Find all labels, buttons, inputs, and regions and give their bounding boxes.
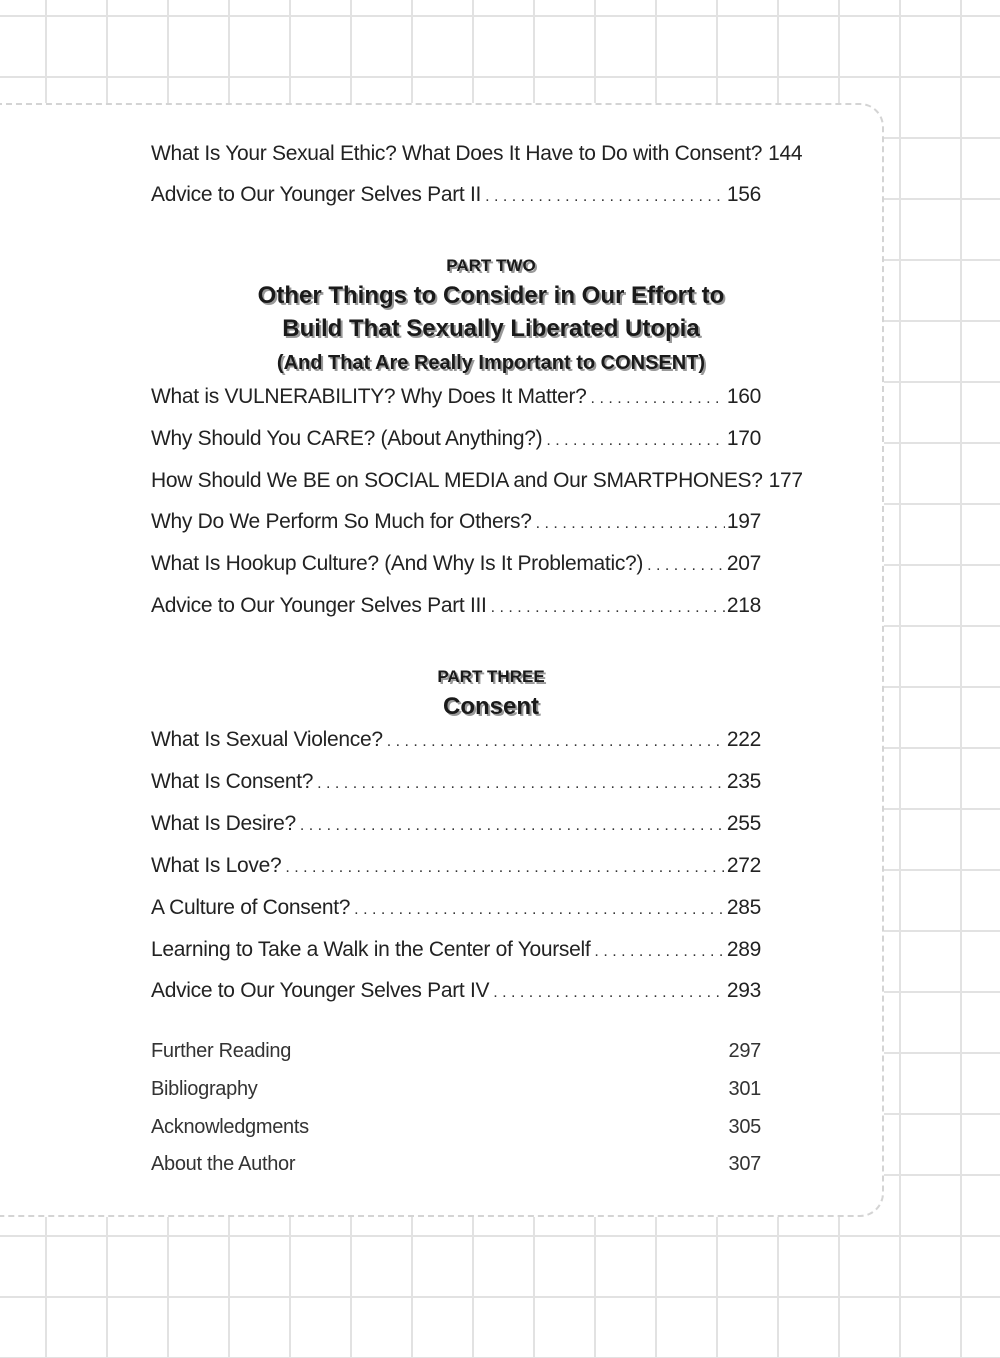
toc-entry[interactable]	[151, 1040, 761, 1063]
toc-entry[interactable]	[151, 594, 761, 618]
toc-entry[interactable]	[151, 427, 761, 451]
entry-page-number: 255	[726, 811, 761, 835]
toc-entry[interactable]	[151, 1078, 761, 1101]
dot-leader	[317, 775, 725, 793]
entry-page-number: 289	[726, 937, 761, 961]
toc-entry[interactable]	[151, 728, 761, 752]
dot-leader	[546, 432, 725, 450]
entry-page-number: 222	[726, 728, 761, 751]
toc-entry[interactable]	[151, 938, 761, 962]
entry-title: What Is Consent?	[151, 769, 314, 793]
toc-entry[interactable]	[151, 854, 761, 878]
toc-entry[interactable]	[151, 770, 761, 794]
entry-title: Advice to Our Younger Selves Part II	[151, 183, 482, 206]
dot-leader	[591, 390, 725, 408]
entry-title: What Is Sexual Violence?	[151, 728, 383, 751]
entry-title: Advice to Our Younger Selves Part IV	[151, 979, 490, 1003]
toc-entry[interactable]	[151, 510, 761, 534]
toc-entry[interactable]	[151, 142, 803, 166]
toc-entry[interactable]	[151, 1116, 761, 1139]
entry-title: A Culture of Consent?	[151, 895, 351, 919]
entry-title: Why Do We Perform So Much for Others?	[151, 510, 532, 534]
toc-entry[interactable]	[151, 1153, 761, 1176]
entry-page-number: 156	[726, 183, 761, 206]
part-two-label: PART TWO	[446, 256, 536, 275]
dot-leader	[536, 515, 725, 533]
entry-title: Why Should You CARE? (About Anything?)	[151, 426, 543, 450]
entry-title: Advice to Our Younger Selves Part III	[151, 594, 487, 617]
toc-entry[interactable]	[151, 468, 803, 493]
entry-page-number: 144	[768, 142, 803, 165]
toc-entry[interactable]	[151, 979, 761, 1003]
entry-title: What Is Your Sexual Ethic? What Does It Have to Do with Consent?	[151, 142, 763, 165]
entry-page-number: 160	[726, 385, 761, 408]
dot-leader	[491, 599, 725, 617]
entry-title: About the Author	[151, 1153, 296, 1176]
toc-entry[interactable]	[151, 385, 761, 409]
entry-title: What Is Love?	[151, 853, 282, 877]
entry-title: Acknowledgments	[151, 1115, 309, 1138]
dot-leader	[354, 901, 725, 919]
entry-title: Further Reading	[151, 1040, 292, 1062]
dot-leader	[594, 943, 724, 961]
entry-page-number: 272	[726, 853, 761, 877]
entry-page-number: 170	[726, 426, 761, 450]
entry-page-number: 207	[726, 552, 761, 576]
toc-entry[interactable]	[151, 183, 761, 207]
part-two-title-line2: Build That Sexually Liberated Utopia	[282, 315, 700, 342]
entry-page-number: 177	[768, 468, 803, 492]
dot-leader	[285, 859, 725, 877]
entry-page-number: 197	[726, 510, 761, 534]
entry-page-number: 293	[726, 979, 761, 1003]
entry-page-number: 235	[726, 769, 761, 793]
entry-title: How Should We BE on SOCIAL MEDIA and Our SMARTPHONES?	[151, 468, 763, 492]
entry-title: What is VULNERABILITY? Why Does It Matter?	[151, 385, 587, 408]
entry-title: Bibliography	[151, 1077, 258, 1100]
entry-page-number: 285	[726, 895, 761, 919]
toc-entry[interactable]	[151, 812, 761, 836]
dot-leader	[300, 817, 725, 835]
part-two-title-line1: Other Things to Consider in Our Effort to	[257, 282, 725, 309]
entry-page-number: 305	[728, 1115, 761, 1138]
part-two-subtitle: (And That Are Really Important to CONSENT)	[276, 352, 706, 374]
toc-entry[interactable]	[151, 552, 761, 576]
dot-leader	[647, 557, 725, 575]
part-three-label: PART THREE	[437, 667, 545, 686]
entry-title: What Is Desire?	[151, 811, 296, 835]
entry-page-number: 301	[728, 1077, 761, 1100]
part-three-title: Consent	[443, 693, 539, 720]
dot-leader	[387, 733, 725, 751]
toc-entry[interactable]	[151, 896, 761, 920]
entry-page-number: 218	[726, 594, 761, 617]
dot-leader	[493, 984, 725, 1002]
entry-page-number: 307	[728, 1153, 761, 1176]
entry-page-number: 297	[728, 1040, 761, 1062]
dot-leader	[485, 188, 725, 206]
entry-title: Learning to Take a Walk in the Center of Yourself	[151, 937, 591, 961]
entry-title: What Is Hookup Culture? (And Why Is It Problematic?)	[151, 552, 644, 576]
